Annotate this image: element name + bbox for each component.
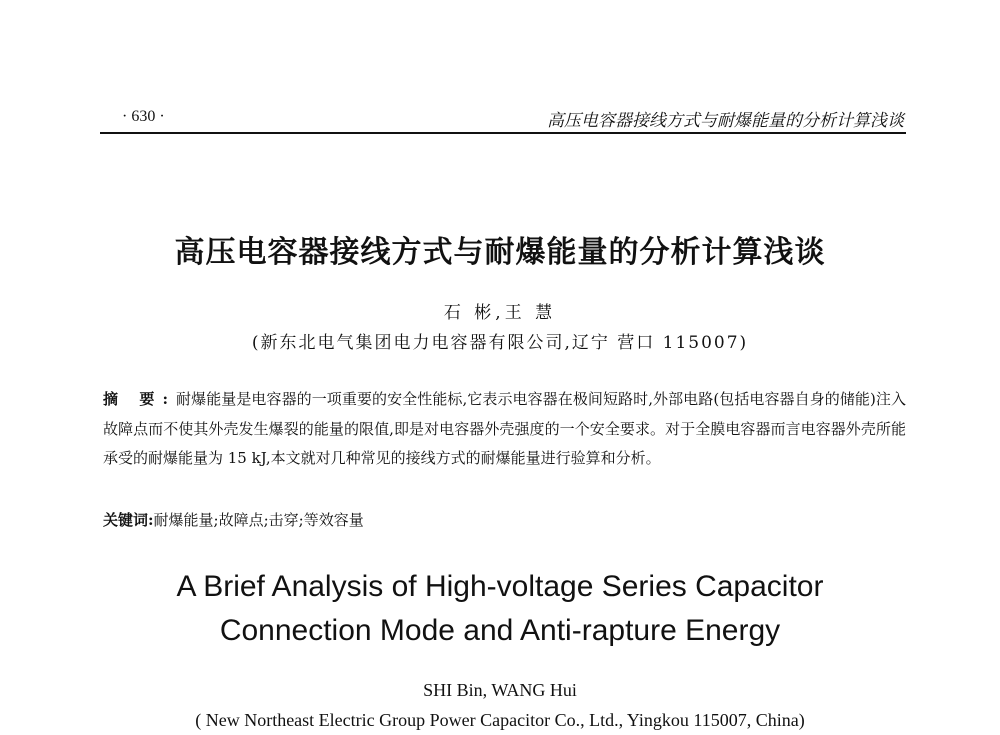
- affiliation-en: ( New Northeast Electric Group Power Capacitor Co., Ltd., Yingkou 115007, China): [195, 710, 805, 730]
- authors-en: SHI Bin, WANG Hui: [423, 680, 577, 700]
- keywords-text: 耐爆能量;故障点;击穿;等效容量: [153, 511, 364, 529]
- abstract: [103, 385, 906, 474]
- header-rule: [100, 132, 906, 134]
- abstract-text: 耐爆能量是电容器的一项重要的安全性能标,它表示电容器在极间短路时,外部电路(包括电容器自身的储能)注入故障点而不使其外壳发生爆裂的能量的限值,即是对电容器外壳强度的一个安全要求。对于全膜电容器而言电容器外壳所能承受的耐爆能量为 15 kJ,本文就对几种常见的接线方式的耐爆能量进行验算和分析。: [103, 390, 906, 467]
- title-en-line2: Connection Mode and Anti-rapture Energy: [219, 614, 781, 647]
- title-en-line1: A Brief Analysis of High-voltage Series Capacitor: [176, 570, 824, 603]
- running-title: 高压电容器接线方式与耐爆能量的分析计算浅谈: [547, 111, 904, 131]
- keywords: [103, 509, 906, 530]
- article-title-cn: 高压电容器接线方式与耐爆能量的分析计算浅谈: [174, 235, 826, 270]
- affiliation-cn: (新东北电气集团电力电容器有限公司,辽宁 营口 115007): [251, 333, 749, 353]
- keywords-label: 关键词:: [103, 511, 154, 529]
- article-title-en: [0, 565, 1000, 653]
- page-number: · 630 ·: [122, 108, 165, 125]
- abstract-label: 摘 要:: [103, 390, 176, 408]
- authors-cn: 石 彬,王 慧: [443, 303, 557, 323]
